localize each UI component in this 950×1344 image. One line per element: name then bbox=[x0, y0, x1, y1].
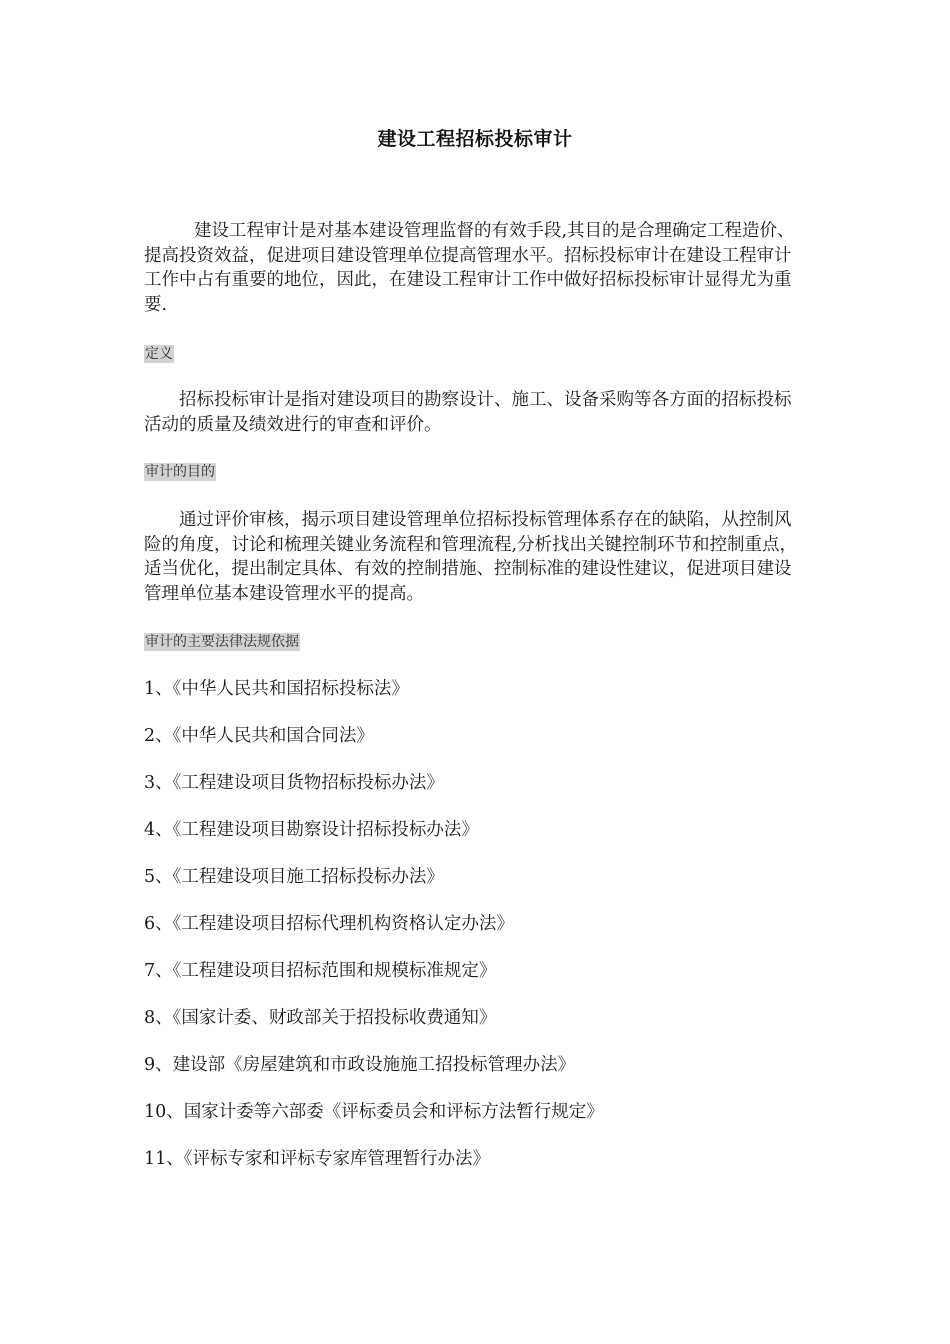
intro-paragraph: 建设工程审计是对基本建设管理监督的有效手段,其目的是合理确定工程造价、提高投资效益，促进项目建设管理单位提高管理水平。招标投标审计在建设工程审计工作中占有重要的地位，因此，在建设工程审计工作中做好招标投标审计显得尤为重要. bbox=[144, 221, 795, 315]
law-list-item: 8、《国家计委、财政部关于招投标收费通知》 bbox=[144, 1008, 497, 1028]
law-list-item: 11、《评标专家和评标专家库管理暂行办法》 bbox=[144, 1149, 491, 1169]
law-list-item: 4、《工程建设项目勘察设计招标投标办法》 bbox=[144, 820, 479, 840]
law-list-item: 10、国家计委等六部委《评标委员会和评标方法暂行规定》 bbox=[144, 1102, 604, 1122]
law-list-item: 7、《工程建设项目招标范围和规模标准规定》 bbox=[144, 961, 497, 981]
law-list-item: 2、《中华人民共和国合同法》 bbox=[144, 726, 374, 746]
law-list-item: 5、《工程建设项目施工招标投标办法》 bbox=[144, 867, 444, 887]
purpose-paragraph: 通过评价审核，揭示项目建设管理单位招标投标管理体系存在的缺陷，从控制风险的角度，讨论和梳理关键业务流程和管理流程,分析找出关键控制环节和控制重点，适当优化，提出制定具体、有效的控制措施、控制标准的建设性建议，促进项目建设管理单位基本建设管理水平的提高。 bbox=[144, 510, 798, 604]
section-heading-purpose: 审计的目的 bbox=[145, 464, 215, 480]
document-title: 建设工程招标投标审计 bbox=[377, 128, 573, 150]
law-list-item: 6、《工程建设项目招标代理机构资格认定办法》 bbox=[144, 914, 514, 934]
law-list-item: 1、《中华人民共和国招标投标法》 bbox=[144, 679, 409, 699]
section-heading-definition: 定义 bbox=[145, 346, 173, 362]
definition-paragraph: 招标投标审计是指对建设项目的勘察设计、施工、设备采购等各方面的招标投标活动的质量及绩效进行的审查和评价。 bbox=[144, 390, 792, 435]
law-list-item: 9、建设部《房屋建筑和市政设施施工招投标管理办法》 bbox=[144, 1055, 576, 1075]
law-list-item: 3、《工程建设项目货物招标投标办法》 bbox=[144, 773, 444, 793]
section-heading-legal-basis: 审计的主要法律法规依据 bbox=[145, 634, 299, 650]
